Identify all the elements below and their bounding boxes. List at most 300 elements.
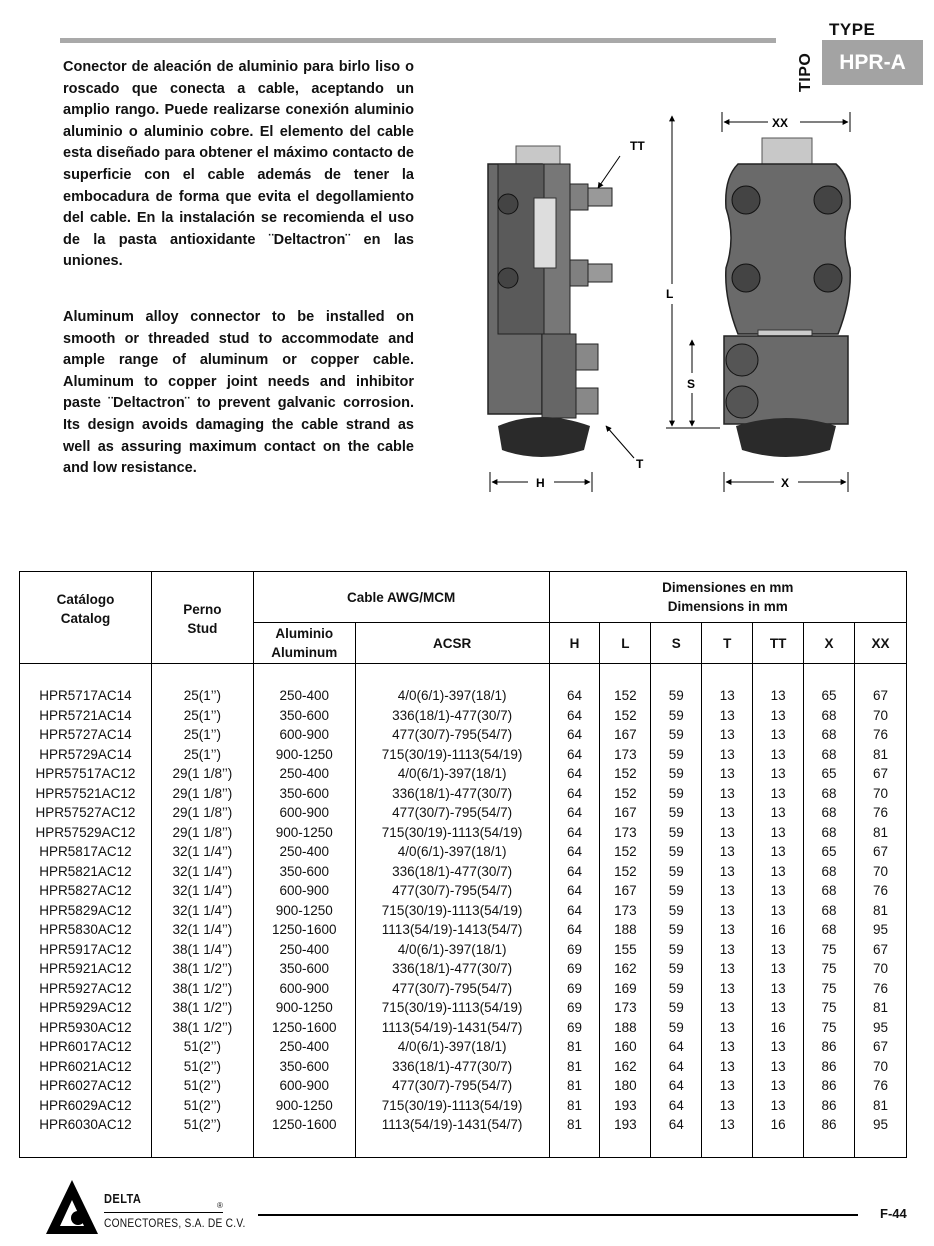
cell-catalog: HPR6030AC12 (20, 1115, 152, 1157)
table-row (20, 920, 907, 940)
cell-acsr: 336(18/1)-477(30/7) (355, 862, 549, 882)
header-dim-t: T (702, 623, 753, 664)
cell-x: 68 (804, 823, 855, 843)
table-row (20, 1115, 907, 1157)
cell-stud: 38(1 1/2’’) (151, 998, 253, 1018)
cell-catalog: HPR5821AC12 (20, 862, 152, 882)
cell-s: 59 (651, 959, 702, 979)
cell-aluminum: 350-600 (253, 959, 355, 979)
cell-l: 167 (600, 881, 651, 901)
table-row (20, 901, 907, 921)
cell-s: 59 (651, 725, 702, 745)
cell-l: 152 (600, 706, 651, 726)
cell-t: 13 (702, 842, 753, 862)
header-aluminum: Aluminio Aluminum (253, 623, 355, 664)
cell-tt: 13 (753, 664, 804, 706)
cell-stud: 32(1 1/4’’) (151, 901, 253, 921)
cell-stud: 32(1 1/4’’) (151, 920, 253, 940)
cell-catalog: HPR5727AC14 (20, 725, 152, 745)
cell-xx: 70 (854, 784, 906, 804)
cell-xx: 95 (854, 920, 906, 940)
cell-t: 13 (702, 764, 753, 784)
cell-catalog: HPR5930AC12 (20, 1018, 152, 1038)
cell-l: 152 (600, 784, 651, 804)
cell-t: 13 (702, 881, 753, 901)
cell-aluminum: 350-600 (253, 784, 355, 804)
cell-l: 193 (600, 1115, 651, 1157)
cell-tt: 13 (753, 725, 804, 745)
table-row (20, 881, 907, 901)
cell-aluminum: 600-900 (253, 725, 355, 745)
cell-acsr: 336(18/1)-477(30/7) (355, 784, 549, 804)
cell-xx: 76 (854, 881, 906, 901)
cell-t: 13 (702, 920, 753, 940)
cell-tt: 13 (753, 823, 804, 843)
cell-h: 64 (549, 842, 600, 862)
cell-stud: 32(1 1/4’’) (151, 842, 253, 862)
cell-l: 155 (600, 940, 651, 960)
cell-x: 75 (804, 940, 855, 960)
cell-h: 69 (549, 979, 600, 999)
cell-x: 86 (804, 1096, 855, 1116)
cell-l: 152 (600, 764, 651, 784)
cell-stud: 51(2’’) (151, 1096, 253, 1116)
cell-acsr: 4/0(6/1)-397(18/1) (355, 1037, 549, 1057)
table-row (20, 862, 907, 882)
cell-acsr: 1113(54/19)-1431(54/7) (355, 1115, 549, 1157)
side-view (488, 146, 634, 492)
header-catalog: Catálogo Catalog (20, 572, 152, 664)
cell-s: 59 (651, 803, 702, 823)
cell-acsr: 477(30/7)-795(54/7) (355, 1076, 549, 1096)
cell-stud: 38(1 1/2’’) (151, 979, 253, 999)
cell-stud: 32(1 1/4’’) (151, 862, 253, 882)
cell-acsr: 715(30/19)-1113(54/19) (355, 1096, 549, 1116)
cell-catalog: HPR5729AC14 (20, 745, 152, 765)
cell-aluminum: 350-600 (253, 1057, 355, 1077)
cell-xx: 81 (854, 823, 906, 843)
label-s: S (687, 377, 696, 391)
cell-tt: 16 (753, 1115, 804, 1157)
logo-divider (104, 1212, 223, 1213)
cell-t: 13 (702, 706, 753, 726)
cell-xx: 67 (854, 664, 906, 706)
cell-l: 167 (600, 725, 651, 745)
cell-xx: 67 (854, 940, 906, 960)
cell-catalog: HPR5921AC12 (20, 959, 152, 979)
cell-acsr: 1113(54/19)-1431(54/7) (355, 1018, 549, 1038)
header-dim-tt: TT (753, 623, 804, 664)
cell-stud: 51(2’’) (151, 1037, 253, 1057)
cell-catalog: HPR5830AC12 (20, 920, 152, 940)
cell-h: 64 (549, 664, 600, 706)
cell-h: 64 (549, 803, 600, 823)
cell-aluminum: 1250-1600 (253, 920, 355, 940)
cell-x: 68 (804, 862, 855, 882)
cell-x: 75 (804, 979, 855, 999)
cell-tt: 13 (753, 1057, 804, 1077)
cell-aluminum: 900-1250 (253, 1096, 355, 1116)
cell-l: 160 (600, 1037, 651, 1057)
header-dimensions: Dimensiones en mm Dimensions in mm (549, 572, 906, 623)
cell-s: 59 (651, 920, 702, 940)
company-subtitle: CONECTORES, S.A. DE C.V. (104, 1216, 246, 1230)
cell-stud: 25(1’’) (151, 745, 253, 765)
cell-xx: 70 (854, 706, 906, 726)
cell-tt: 13 (753, 959, 804, 979)
cell-t: 13 (702, 979, 753, 999)
cell-tt: 13 (753, 764, 804, 784)
cell-x: 86 (804, 1115, 855, 1157)
table-row (20, 1057, 907, 1077)
cell-x: 68 (804, 803, 855, 823)
cell-aluminum: 900-1250 (253, 998, 355, 1018)
cell-catalog: HPR6029AC12 (20, 1096, 152, 1116)
cell-h: 69 (549, 959, 600, 979)
cell-catalog: HPR57527AC12 (20, 803, 152, 823)
cell-xx: 70 (854, 959, 906, 979)
cell-stud: 25(1’’) (151, 664, 253, 706)
label-t: T (636, 457, 644, 471)
cell-tt: 16 (753, 1018, 804, 1038)
cell-stud: 38(1 1/2’’) (151, 1018, 253, 1038)
cell-t: 13 (702, 1115, 753, 1157)
cell-stud: 51(2’’) (151, 1115, 253, 1157)
cell-l: 152 (600, 862, 651, 882)
cell-x: 65 (804, 664, 855, 706)
cell-x: 86 (804, 1037, 855, 1057)
cell-catalog: HPR6021AC12 (20, 1057, 152, 1077)
cell-xx: 81 (854, 998, 906, 1018)
spec-table (19, 571, 907, 1158)
cell-aluminum: 600-900 (253, 881, 355, 901)
cell-l: 193 (600, 1096, 651, 1116)
cell-s: 59 (651, 842, 702, 862)
header-cable: Cable AWG/MCM (253, 572, 549, 623)
header-dim-x: X (804, 623, 855, 664)
type-label: TYPE (829, 20, 876, 39)
table-row (20, 706, 907, 726)
cell-s: 59 (651, 823, 702, 843)
table-row (20, 784, 907, 804)
cell-catalog: HPR57529AC12 (20, 823, 152, 843)
label-x: X (781, 476, 790, 490)
cell-acsr: 477(30/7)-795(54/7) (355, 803, 549, 823)
cell-t: 13 (702, 784, 753, 804)
cell-catalog: HPR5917AC12 (20, 940, 152, 960)
cell-t: 13 (702, 862, 753, 882)
cell-l: 188 (600, 1018, 651, 1038)
cell-stud: 38(1 1/2’’) (151, 959, 253, 979)
cell-tt: 13 (753, 881, 804, 901)
cell-s: 59 (651, 784, 702, 804)
cell-aluminum: 250-400 (253, 1037, 355, 1057)
cell-x: 68 (804, 784, 855, 804)
cell-xx: 76 (854, 803, 906, 823)
cell-stud: 29(1 1/8’’) (151, 823, 253, 843)
cell-acsr: 715(30/19)-1113(54/19) (355, 998, 549, 1018)
cell-l: 173 (600, 901, 651, 921)
cell-aluminum: 1250-1600 (253, 1018, 355, 1038)
cell-stud: 25(1’’) (151, 725, 253, 745)
cell-h: 81 (549, 1115, 600, 1157)
cell-aluminum: 600-900 (253, 979, 355, 999)
cell-xx: 70 (854, 1057, 906, 1077)
cell-l: 152 (600, 664, 651, 706)
cell-l: 173 (600, 823, 651, 843)
header-acsr: ACSR (355, 623, 549, 664)
cell-xx: 81 (854, 901, 906, 921)
cell-tt: 13 (753, 706, 804, 726)
cell-s: 59 (651, 940, 702, 960)
tipo-label: TIPO (797, 52, 814, 92)
footer-rule (258, 1214, 858, 1216)
cell-x: 65 (804, 764, 855, 784)
cell-t: 13 (702, 901, 753, 921)
cell-acsr: 336(18/1)-477(30/7) (355, 959, 549, 979)
cell-stud: 29(1 1/8’’) (151, 784, 253, 804)
cell-tt: 13 (753, 1076, 804, 1096)
table-row (20, 823, 907, 843)
cell-stud: 25(1’’) (151, 706, 253, 726)
cell-aluminum: 600-900 (253, 1076, 355, 1096)
cell-t: 13 (702, 940, 753, 960)
table-row (20, 1096, 907, 1116)
cell-h: 64 (549, 881, 600, 901)
table-row (20, 803, 907, 823)
registered-mark: ® (217, 1201, 223, 1210)
cell-catalog: HPR5927AC12 (20, 979, 152, 999)
cell-h: 69 (549, 940, 600, 960)
cell-x: 68 (804, 745, 855, 765)
page-number: F-44 (880, 1206, 907, 1221)
cell-aluminum: 250-400 (253, 764, 355, 784)
cell-h: 64 (549, 862, 600, 882)
cell-xx: 81 (854, 745, 906, 765)
label-l: L (666, 287, 674, 301)
label-h: H (536, 476, 545, 490)
cell-x: 75 (804, 959, 855, 979)
cell-acsr: 477(30/7)-795(54/7) (355, 979, 549, 999)
cell-x: 68 (804, 920, 855, 940)
cell-tt: 13 (753, 784, 804, 804)
cell-stud: 51(2’’) (151, 1076, 253, 1096)
cell-tt: 13 (753, 998, 804, 1018)
cell-stud: 51(2’’) (151, 1057, 253, 1077)
cell-x: 75 (804, 1018, 855, 1038)
cell-l: 173 (600, 745, 651, 765)
cell-l: 173 (600, 998, 651, 1018)
cell-x: 68 (804, 725, 855, 745)
cell-tt: 13 (753, 901, 804, 921)
cell-l: 152 (600, 842, 651, 862)
cell-l: 169 (600, 979, 651, 999)
cell-tt: 13 (753, 940, 804, 960)
header-dim-h: H (549, 623, 600, 664)
cell-acsr: 1113(54/19)-1413(54/7) (355, 920, 549, 940)
cell-acsr: 336(18/1)-477(30/7) (355, 706, 549, 726)
cell-t: 13 (702, 1018, 753, 1038)
cell-t: 13 (702, 1096, 753, 1116)
cell-aluminum: 250-400 (253, 842, 355, 862)
cell-catalog: HPR5929AC12 (20, 998, 152, 1018)
header-stud: Perno Stud (151, 572, 253, 664)
label-tt: TT (630, 139, 645, 153)
cell-xx: 67 (854, 764, 906, 784)
cell-xx: 70 (854, 862, 906, 882)
cell-h: 81 (549, 1037, 600, 1057)
cell-acsr: 336(18/1)-477(30/7) (355, 1057, 549, 1077)
cell-s: 64 (651, 1076, 702, 1096)
cell-h: 64 (549, 725, 600, 745)
top-rule (60, 38, 776, 43)
cell-h: 64 (549, 764, 600, 784)
cell-t: 13 (702, 1037, 753, 1057)
cell-acsr: 715(30/19)-1113(54/19) (355, 745, 549, 765)
cell-acsr: 4/0(6/1)-397(18/1) (355, 764, 549, 784)
cell-aluminum: 350-600 (253, 706, 355, 726)
cell-xx: 95 (854, 1018, 906, 1038)
cell-x: 65 (804, 842, 855, 862)
cell-tt: 13 (753, 1096, 804, 1116)
table-row (20, 1018, 907, 1038)
cell-catalog: HPR5721AC14 (20, 706, 152, 726)
cell-catalog: HPR5817AC12 (20, 842, 152, 862)
table-row (20, 764, 907, 784)
cell-aluminum: 900-1250 (253, 745, 355, 765)
cell-xx: 81 (854, 1096, 906, 1116)
company-name: DELTA (104, 1191, 142, 1206)
cell-s: 59 (651, 664, 702, 706)
description-spanish: Conector de aleación de aluminio para birlo liso o roscado que conecta a cable, aceptando un amplio rango. Puede realizarse conexión aluminio aluminio o aluminio cobre. El elemento del cable esta diseñado para obtener el máximo contacto de superficie con el cable además de tener la embocadura de forma que evita el degollamiento del cable. En la instalación se recomienda el uso de la pasta antioxidante ¨Deltactron¨ en las uniones. (63, 59, 414, 270)
cell-h: 64 (549, 920, 600, 940)
cell-l: 188 (600, 920, 651, 940)
cell-s: 59 (651, 901, 702, 921)
cell-catalog: HPR57521AC12 (20, 784, 152, 804)
cell-catalog: HPR5827AC12 (20, 881, 152, 901)
cell-h: 64 (549, 706, 600, 726)
cell-aluminum: 900-1250 (253, 823, 355, 843)
cell-l: 167 (600, 803, 651, 823)
cell-h: 64 (549, 823, 600, 843)
table-row (20, 664, 907, 706)
cell-acsr: 715(30/19)-1113(54/19) (355, 901, 549, 921)
cell-t: 13 (702, 1057, 753, 1077)
cell-t: 13 (702, 803, 753, 823)
cell-s: 64 (651, 1115, 702, 1157)
cell-h: 64 (549, 901, 600, 921)
cell-x: 68 (804, 881, 855, 901)
cell-s: 64 (651, 1057, 702, 1077)
table-row (20, 1037, 907, 1057)
cell-s: 59 (651, 862, 702, 882)
cell-tt: 13 (753, 862, 804, 882)
cell-s: 59 (651, 706, 702, 726)
cell-xx: 76 (854, 979, 906, 999)
cell-h: 69 (549, 1018, 600, 1038)
company-logo (44, 1178, 100, 1241)
cell-s: 59 (651, 998, 702, 1018)
cell-t: 13 (702, 998, 753, 1018)
cell-h: 64 (549, 745, 600, 765)
table-row (20, 979, 907, 999)
cell-catalog: HPR57517AC12 (20, 764, 152, 784)
cell-x: 68 (804, 706, 855, 726)
cell-s: 59 (651, 979, 702, 999)
header-dim-xx: XX (854, 623, 906, 664)
model-badge: HPR-A (822, 40, 923, 85)
cell-s: 59 (651, 881, 702, 901)
cell-s: 64 (651, 1096, 702, 1116)
cell-tt: 13 (753, 842, 804, 862)
table-row (20, 998, 907, 1018)
cell-xx: 67 (854, 842, 906, 862)
cell-stud: 29(1 1/8’’) (151, 803, 253, 823)
cell-s: 59 (651, 764, 702, 784)
cell-l: 180 (600, 1076, 651, 1096)
table-row (20, 959, 907, 979)
header-dim-s: S (651, 623, 702, 664)
cell-tt: 13 (753, 979, 804, 999)
header-dim-l: L (600, 623, 651, 664)
cell-aluminum: 900-1250 (253, 901, 355, 921)
table-row (20, 842, 907, 862)
cell-t: 13 (702, 664, 753, 706)
cell-t: 13 (702, 959, 753, 979)
cell-x: 86 (804, 1076, 855, 1096)
cell-xx: 95 (854, 1115, 906, 1157)
cell-h: 81 (549, 1096, 600, 1116)
cell-l: 162 (600, 1057, 651, 1077)
cell-t: 13 (702, 1076, 753, 1096)
cell-stud: 29(1 1/8’’) (151, 764, 253, 784)
cell-catalog: HPR6017AC12 (20, 1037, 152, 1057)
cell-catalog: HPR5717AC14 (20, 664, 152, 706)
cell-acsr: 4/0(6/1)-397(18/1) (355, 842, 549, 862)
cell-acsr: 715(30/19)-1113(54/19) (355, 823, 549, 843)
cell-x: 75 (804, 998, 855, 1018)
cell-xx: 76 (854, 1076, 906, 1096)
cell-acsr: 4/0(6/1)-397(18/1) (355, 664, 549, 706)
cell-stud: 38(1 1/4’’) (151, 940, 253, 960)
cell-aluminum: 250-400 (253, 940, 355, 960)
table-row (20, 745, 907, 765)
cell-aluminum: 250-400 (253, 664, 355, 706)
label-xx: XX (772, 116, 789, 130)
connector-technical-drawing (480, 108, 870, 498)
cell-catalog: HPR6027AC12 (20, 1076, 152, 1096)
cell-aluminum: 1250-1600 (253, 1115, 355, 1157)
cell-x: 86 (804, 1057, 855, 1077)
cell-acsr: 4/0(6/1)-397(18/1) (355, 940, 549, 960)
cell-tt: 16 (753, 920, 804, 940)
cell-h: 69 (549, 998, 600, 1018)
cell-tt: 13 (753, 803, 804, 823)
cell-h: 64 (549, 784, 600, 804)
cell-t: 13 (702, 725, 753, 745)
cell-tt: 13 (753, 1037, 804, 1057)
cell-aluminum: 350-600 (253, 862, 355, 882)
cell-acsr: 477(30/7)-795(54/7) (355, 881, 549, 901)
description-english: Aluminum alloy connector to be installed on smooth or threaded stud to accommodate and ample range of aluminum or copper cable. Aluminum to copper joint needs and inhibitor paste ¨Deltactron¨ to prevent galvanic corrosion. Its design avoids damaging the cable strand as well as assuring maximum contact on the cable and low resistance. (63, 309, 414, 477)
cell-tt: 13 (753, 745, 804, 765)
cell-l: 162 (600, 959, 651, 979)
cell-acsr: 477(30/7)-795(54/7) (355, 725, 549, 745)
table-row (20, 940, 907, 960)
cell-h: 81 (549, 1057, 600, 1077)
table-row (20, 725, 907, 745)
cell-xx: 76 (854, 725, 906, 745)
